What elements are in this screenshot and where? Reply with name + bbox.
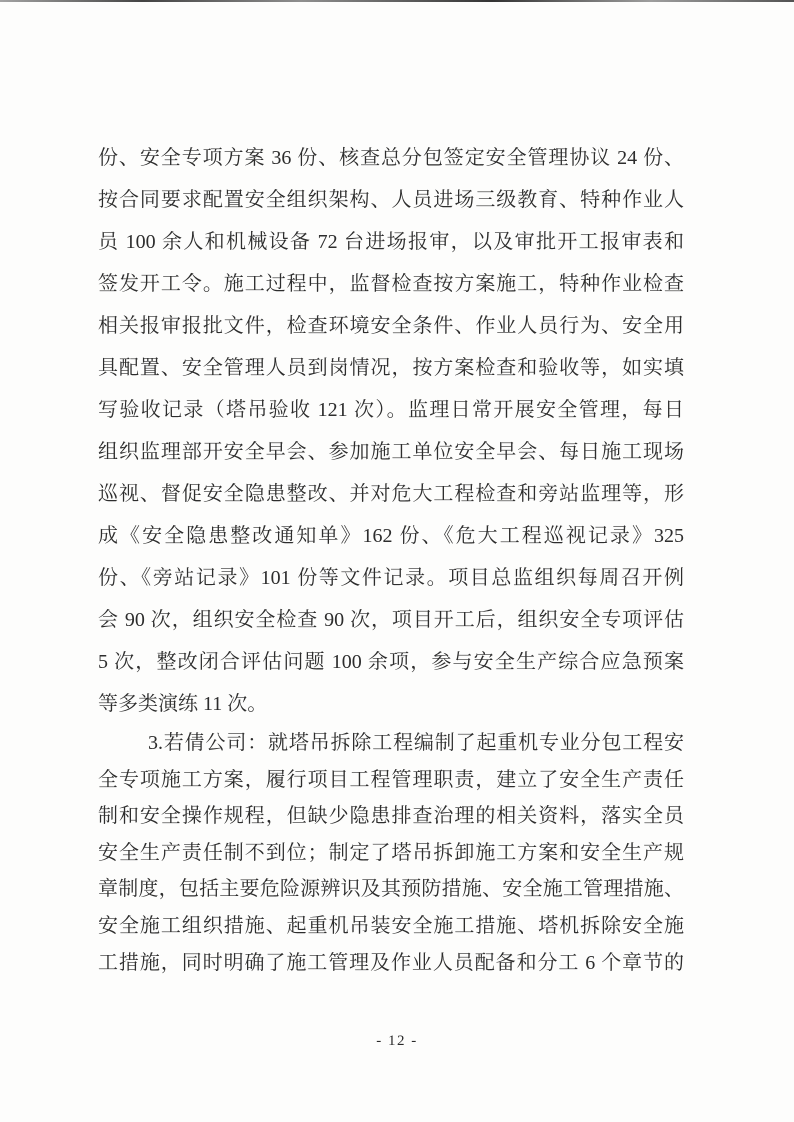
text-line: 员 100 余人和机械设备 72 台进场报审，以及审批开工报审表和 [98,231,684,253]
page-number: - 12 - [376,1033,418,1049]
text-line: 份、《旁站记录》101 份等文件记录。项目总监组织每周召开例 [98,567,684,589]
text-line: 3.若倩公司：就塔吊拆除工程编制了起重机专业分包工程安 [148,732,684,754]
text-line: 制和安全操作规程，但缺少隐患排查治理的相关资料，落实全员 [98,805,684,828]
text-line: 工措施，同时明确了施工管理及作业人员配备和分工 6 个章节的 [98,951,684,974]
text-line: 安全施工组织措施、起重机吊装安全施工措施、塔机拆除安全施 [98,914,684,937]
text-line: 等多类演练 11 次。 [98,693,268,715]
text-line: 会 90 次，组织安全检查 90 次，项目开工后，组织安全专项评估 [98,609,684,631]
text-line: 组织监理部开安全早会、参加施工单位安全早会、每日施工现场 [98,441,684,463]
text-line: 成《安全隐患整改通知单》162 份、《危大工程巡视记录》325 [98,525,684,547]
text-line: 章制度，包括主要危险源辨识及其预防措施、安全施工管理措施、 [98,878,684,901]
scan-edge-artifact [0,0,794,2]
text-line: 按合同要求配置安全组织架构、人员进场三级教育、特种作业人 [98,189,684,211]
text-line: 安全生产责任制不到位；制定了塔吊拆卸施工方案和安全生产规 [98,841,684,864]
text-line: 巡视、督促安全隐患整改、并对危大工程检查和旁站监理等，形 [98,483,684,505]
text-line: 写验收记录（塔吊验收 121 次）。监理日常开展安全管理，每日 [98,399,684,421]
text-line: 具配置、安全管理人员到岗情况，按方案检查和验收等，如实填 [98,357,684,379]
document-body [98,137,684,981]
paragraph-supervision-summary [98,137,684,725]
text-line: 5 次，整改闭合评估问题 100 余项，参与安全生产综合应急预案 [98,651,684,673]
text-line: 份、安全专项方案 36 份、核查总分包签定安全管理协议 24 份、 [98,147,684,169]
text-line: 相关报审报批文件，检查环境安全条件、作业人员行为、安全用 [98,315,684,337]
text-line: 全专项施工方案，履行项目工程管理职责，建立了安全生产责任 [98,768,684,791]
text-line: 签发开工令。施工过程中，监督检查按方案施工，特种作业检查 [98,273,684,295]
paragraph-ruoqian-company [98,725,684,981]
